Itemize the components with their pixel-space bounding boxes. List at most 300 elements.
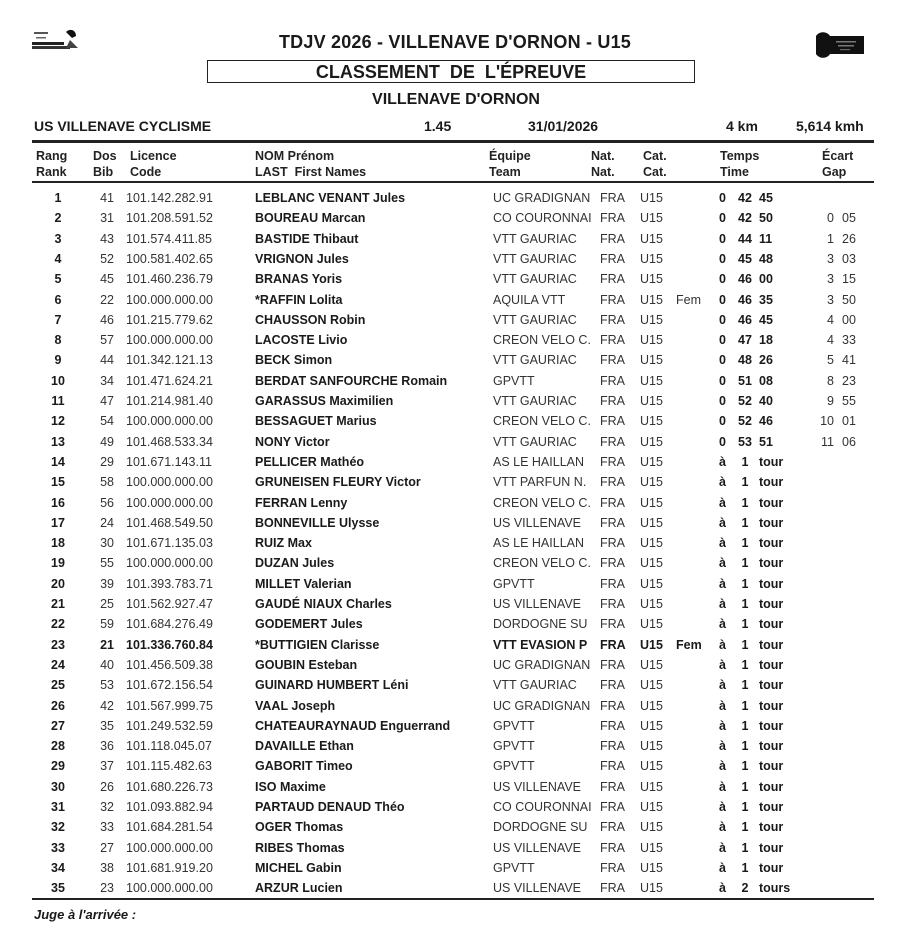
nat-cell: FRA [600, 657, 625, 672]
bib-cell: 40 [100, 657, 114, 672]
cat-cell: U15 [640, 394, 663, 408]
time-part-2: 1 [741, 739, 749, 754]
team-cell: VTT GAURIAC [493, 312, 577, 327]
time-part-1: 0 [719, 191, 726, 205]
time-part-1: à [719, 617, 726, 632]
licence-cell: 100.000.000.00 [126, 292, 213, 307]
rider-name-cell: ARZUR Lucien [255, 881, 343, 896]
licence-cell: 101.574.411.85 [126, 231, 212, 246]
nat-cell: FRA [600, 759, 625, 774]
result-row [0, 310, 900, 330]
time-part-3: 00 [759, 272, 773, 287]
cat-cell: U15 [640, 434, 663, 449]
team-cell: GPVTT [493, 576, 535, 591]
cat-cell: U15 [640, 779, 663, 794]
time-part-2: 1 [741, 617, 749, 632]
time-part-1: à [719, 678, 726, 693]
licence-cell: 100.000.000.00 [126, 414, 213, 429]
bib-cell: 41 [100, 191, 114, 205]
col-header-bib: Dos Bib [93, 149, 117, 179]
licence-cell: 101.093.882.94 [126, 800, 213, 814]
bib-cell: 33 [100, 820, 114, 835]
col-header-gap: Écart Gap [822, 149, 854, 179]
bib-cell: 42 [100, 698, 114, 713]
bib-cell: 24 [100, 515, 114, 530]
time-part-1: 0 [719, 231, 726, 246]
time-cell [719, 533, 784, 553]
result-row [0, 838, 900, 858]
gap-seconds-cell: 55 [842, 394, 856, 408]
time-part-3: 11 [759, 231, 773, 246]
time-part-1: à [719, 475, 726, 490]
gap-seconds-cell: 41 [842, 353, 856, 368]
bib-cell: 53 [100, 678, 114, 693]
result-row [0, 432, 900, 452]
time-part-1: à [719, 637, 726, 652]
nat-cell: FRA [600, 394, 625, 408]
team-cell: CREON VELO C. [493, 414, 591, 429]
col-header-time: Temps Time [720, 149, 760, 179]
cat-cell: U15 [640, 597, 663, 611]
nat-cell: FRA [600, 515, 625, 530]
cat-cell: U15 [640, 251, 663, 266]
licence-cell: 101.671.143.11 [126, 454, 212, 469]
result-row [0, 777, 900, 797]
licence-cell: 101.393.783.71 [126, 576, 213, 591]
nat-cell: FRA [600, 678, 625, 693]
time-part-1: à [719, 800, 726, 814]
cat-cell: U15 [640, 637, 663, 652]
time-cell [719, 411, 779, 431]
cat-cell: U15 [640, 657, 663, 672]
cat-cell: U15 [640, 333, 663, 348]
time-cell [719, 513, 784, 533]
team-cell: AS LE HAILLAN [493, 536, 585, 551]
bib-cell: 45 [100, 272, 114, 287]
time-part-2: 46 [738, 292, 752, 307]
time-part-2: 42 [738, 191, 752, 205]
bib-cell: 21 [100, 637, 114, 652]
team-cell: VTT GAURIAC [493, 394, 577, 408]
header-bottom-rule [32, 181, 874, 183]
time-part-2: 44 [738, 231, 752, 246]
team-cell: CO COURONNAI [493, 211, 592, 226]
rider-name-cell: GRUNEISEN FLEURY Victor [255, 475, 421, 490]
time-part-3: 45 [759, 312, 773, 327]
bib-cell: 39 [100, 576, 114, 591]
gap-seconds-cell: 00 [842, 312, 856, 327]
race-date: 31/01/2026 [528, 118, 599, 134]
nat-cell: FRA [600, 251, 625, 266]
rider-name-cell: GODEMERT Jules [255, 617, 363, 632]
licence-cell: 101.671.135.03 [126, 536, 213, 551]
time-part-2: 46 [738, 272, 752, 287]
bib-cell: 37 [100, 759, 114, 774]
sex-cell: Fem [676, 637, 702, 652]
licence-cell: 101.208.591.52 [126, 211, 213, 226]
time-cell [719, 817, 784, 837]
gap-minutes-cell: 1 [827, 231, 834, 246]
nat-cell: FRA [600, 536, 625, 551]
result-row [0, 493, 900, 513]
nat-cell: FRA [600, 576, 625, 591]
gap-seconds-cell: 03 [842, 251, 856, 266]
time-cell [719, 310, 779, 330]
rider-name-cell: FERRAN Lenny [255, 495, 348, 510]
nat-cell: FRA [600, 860, 625, 875]
team-cell: AS LE HAILLAN [493, 454, 585, 469]
time-part-1: 0 [719, 272, 726, 287]
cat-cell: U15 [640, 373, 663, 388]
time-part-3: tour [759, 739, 784, 754]
time-part-2: 52 [738, 394, 752, 408]
rank-cell: 24 [51, 657, 65, 672]
time-part-2: 52 [738, 414, 752, 429]
col-header-nat: Nat. Nat. [591, 149, 615, 179]
cat-cell: U15 [640, 454, 663, 469]
time-part-2: 1 [741, 597, 749, 611]
time-cell [719, 452, 784, 472]
time-cell [719, 350, 779, 370]
time-part-1: 0 [719, 333, 726, 348]
time-part-1: à [719, 739, 726, 754]
time-part-2: 1 [741, 657, 749, 672]
bib-cell: 25 [100, 597, 114, 611]
time-part-1: à [719, 820, 726, 835]
gap-minutes-cell: 5 [827, 353, 834, 368]
time-part-2: 48 [738, 353, 752, 368]
cat-cell: U15 [640, 678, 663, 693]
time-part-1: à [719, 718, 726, 733]
result-row [0, 188, 900, 208]
time-part-3: 26 [759, 353, 773, 368]
cat-cell: U15 [640, 556, 663, 571]
cat-cell: U15 [640, 495, 663, 510]
licence-cell: 101.672.156.54 [126, 678, 213, 693]
time-cell [719, 493, 784, 513]
time-part-3: tour [759, 718, 784, 733]
time-part-1: à [719, 495, 726, 510]
gap-minutes-cell: 3 [827, 251, 834, 266]
team-cell: VTT EVASION P [493, 637, 588, 652]
time-cell [719, 878, 791, 898]
time-part-2: 1 [741, 556, 749, 571]
time-part-3: tour [759, 779, 784, 794]
time-part-2: 1 [741, 840, 749, 855]
time-part-1: à [719, 860, 726, 875]
nat-cell: FRA [600, 312, 625, 327]
time-part-3: 48 [759, 251, 773, 266]
licence-cell: 101.456.509.38 [126, 657, 213, 672]
document-title: TDJV 2026 - VILLENAVE D'ORNON - U15 [278, 32, 632, 52]
result-row [0, 290, 900, 310]
licence-cell: 101.460.236.79 [126, 272, 213, 287]
time-cell [719, 635, 784, 655]
result-row [0, 594, 900, 614]
time-cell [719, 594, 784, 614]
team-cell: CREON VELO C. [493, 495, 591, 510]
time-part-1: à [719, 454, 726, 469]
rider-name-cell: LEBLANC VENANT Jules [255, 191, 406, 205]
rider-name-cell: GUINARD HUMBERT Léni [255, 678, 409, 693]
cat-cell: U15 [640, 292, 663, 307]
bib-cell: 27 [100, 840, 114, 855]
nat-cell: FRA [600, 292, 625, 307]
team-cell: GPVTT [493, 718, 535, 733]
nat-cell: FRA [600, 373, 625, 388]
rank-cell: 34 [51, 860, 65, 875]
time-part-3: tour [759, 820, 784, 835]
time-part-1: 0 [719, 373, 726, 388]
finish-judge-label: Juge à l'arrivée : [34, 907, 137, 922]
time-part-1: 0 [719, 414, 726, 429]
licence-cell: 101.562.927.47 [126, 597, 213, 611]
rider-name-cell: NONY Victor [255, 434, 330, 449]
result-row [0, 229, 900, 249]
time-cell [719, 838, 784, 858]
gap-minutes-cell: 8 [827, 373, 834, 388]
time-part-3: 45 [759, 191, 773, 205]
gap-seconds-cell: 06 [842, 434, 856, 449]
licence-cell: 101.118.045.07 [126, 739, 212, 754]
sex-cell: Fem [676, 292, 701, 307]
rider-name-cell: GAUDÉ NIAUX Charles [255, 597, 392, 611]
col-header-team: Équipe Team [489, 149, 531, 179]
team-cell: UC GRADIGNAN [493, 657, 591, 672]
time-cell [719, 290, 779, 310]
licence-cell: 101.249.532.59 [126, 718, 213, 733]
result-row [0, 249, 900, 269]
nat-cell: FRA [600, 231, 625, 246]
time-cell [719, 777, 784, 797]
gap-minutes-cell: 10 [820, 414, 834, 429]
rank-cell: 32 [51, 820, 65, 835]
time-part-1: à [719, 698, 726, 713]
time-cell [719, 756, 784, 776]
time-cell [719, 391, 779, 411]
gap-minutes-cell: 4 [827, 312, 834, 327]
rider-name-cell: LACOSTE Livio [255, 333, 348, 348]
rank-cell: 27 [51, 718, 65, 733]
rank-cell: 3 [54, 231, 62, 246]
bib-cell: 35 [100, 718, 114, 733]
time-part-3: tour [759, 637, 784, 652]
team-cell: AQUILA VTT [493, 292, 566, 307]
cat-cell: U15 [640, 800, 663, 814]
bib-cell: 29 [100, 454, 114, 469]
time-part-3: tour [759, 597, 784, 611]
header-top-rule [32, 140, 874, 143]
result-row [0, 614, 900, 634]
team-cell: US VILLENAVE [493, 597, 582, 611]
rider-name-cell: DAVAILLE Ethan [255, 739, 354, 754]
team-cell: VTT GAURIAC [493, 272, 577, 287]
result-row [0, 371, 900, 391]
gap-minutes-cell: 9 [827, 394, 834, 408]
team-cell: VTT GAURIAC [493, 434, 577, 449]
gap-seconds-cell: 01 [842, 414, 856, 429]
bib-cell: 46 [100, 312, 114, 327]
rider-name-cell: BOUREAU Marcan [255, 211, 366, 226]
nat-cell: FRA [600, 272, 625, 287]
bib-cell: 23 [100, 881, 114, 896]
bib-cell: 44 [100, 353, 114, 368]
licence-cell: 101.468.533.34 [126, 434, 213, 449]
col-header-cat: Cat. Cat. [643, 149, 667, 179]
team-cell: CO COURONNAI [493, 800, 592, 814]
nat-cell: FRA [600, 556, 625, 571]
result-row [0, 858, 900, 878]
team-cell: GPVTT [493, 759, 535, 774]
time-part-3: 18 [759, 333, 773, 348]
time-cell [719, 249, 779, 269]
nat-cell: FRA [600, 881, 625, 896]
time-part-2: 53 [738, 434, 752, 449]
time-part-2: 42 [738, 211, 752, 226]
licence-cell: 100.000.000.00 [126, 333, 213, 348]
time-cell [719, 229, 779, 249]
rider-name-cell: MICHEL Gabin [255, 860, 342, 875]
time-part-3: 35 [759, 292, 773, 307]
licence-cell: 100.000.000.00 [126, 840, 213, 855]
time-part-1: 0 [719, 394, 726, 408]
time-part-2: 1 [741, 678, 749, 693]
team-cell: CREON VELO C. [493, 556, 591, 571]
cat-cell: U15 [640, 617, 663, 632]
rank-cell: 30 [51, 779, 65, 794]
rider-name-cell: BONNEVILLE Ulysse [255, 515, 380, 530]
time-cell [719, 472, 784, 492]
licence-cell: 100.581.402.65 [126, 251, 213, 266]
time-part-1: à [719, 536, 726, 551]
event-location: VILLENAVE D'ORNON [372, 91, 540, 108]
bib-cell: 56 [100, 495, 114, 510]
result-row [0, 350, 900, 370]
time-part-1: 0 [719, 353, 726, 368]
cat-cell: U15 [640, 860, 663, 875]
time-part-2: 1 [741, 820, 749, 835]
licence-cell: 101.471.624.21 [126, 373, 213, 388]
time-part-2: 1 [741, 515, 749, 530]
bib-cell: 38 [100, 860, 114, 875]
team-cell: GPVTT [493, 373, 535, 388]
time-part-3: 46 [759, 414, 773, 429]
result-row [0, 635, 900, 655]
average-speed: 5,614 kmh [796, 118, 864, 134]
licence-cell: 101.680.226.73 [126, 779, 213, 794]
time-cell [719, 432, 779, 452]
cat-cell: U15 [640, 515, 663, 530]
licence-cell: 101.342.121.13 [126, 353, 213, 368]
time-cell [719, 858, 784, 878]
rank-cell: 12 [51, 414, 65, 429]
time-cell [719, 696, 784, 716]
time-cell [719, 675, 784, 695]
time-part-1: à [719, 556, 726, 571]
time-cell [719, 614, 784, 634]
nat-cell: FRA [600, 779, 625, 794]
cat-cell: U15 [640, 231, 663, 246]
nat-cell: FRA [600, 597, 625, 611]
team-cell: VTT GAURIAC [493, 231, 577, 246]
cat-cell: U15 [640, 353, 663, 368]
gap-seconds-cell: 15 [842, 272, 856, 287]
gap-minutes-cell: 0 [827, 211, 834, 226]
bib-cell: 43 [100, 231, 114, 246]
nat-cell: FRA [600, 211, 625, 226]
bib-cell: 54 [100, 414, 114, 429]
time-cell [719, 188, 779, 208]
rider-name-cell: BRANAS Yoris [255, 272, 343, 287]
time-part-1: à [719, 881, 726, 896]
rank-cell: 25 [51, 678, 65, 693]
rank-cell: 35 [51, 881, 65, 896]
time-part-3: tour [759, 657, 784, 672]
rank-cell: 26 [51, 698, 65, 713]
time-part-2: 1 [741, 576, 749, 591]
gap-seconds-cell: 50 [842, 292, 856, 307]
time-part-3: tour [759, 475, 784, 490]
time-part-2: 1 [741, 779, 749, 794]
result-row [0, 330, 900, 350]
rank-cell: 7 [54, 312, 62, 327]
result-row [0, 878, 900, 898]
ranking-title: CLASSEMENT DE L'ÉPREUVE [315, 62, 587, 82]
time-part-1: 0 [719, 434, 726, 449]
nat-cell: FRA [600, 637, 626, 652]
time-part-1: 0 [719, 251, 726, 266]
nat-cell: FRA [600, 840, 625, 855]
time-cell [719, 330, 779, 350]
time-part-2: 1 [741, 800, 749, 814]
team-cell: US VILLENAVE [493, 515, 582, 530]
nat-cell: FRA [600, 698, 625, 713]
bib-cell: 47 [100, 394, 114, 408]
time-part-2: 1 [741, 475, 749, 490]
nat-cell: FRA [600, 353, 625, 368]
col-header-name: NOM Prénom LAST First Names [255, 149, 367, 179]
rank-cell: 8 [54, 333, 62, 348]
rider-name-cell: DUZAN Jules [255, 556, 335, 571]
team-cell: DORDOGNE SU [493, 617, 588, 632]
licence-cell: 101.215.779.62 [126, 312, 213, 327]
time-part-2: 47 [738, 333, 752, 348]
col-header-rank: Rang Rank [36, 149, 68, 179]
rank-cell: 19 [51, 556, 65, 571]
gap-seconds-cell: 23 [842, 373, 856, 388]
nat-cell: FRA [600, 434, 625, 449]
gap-seconds-cell: 05 [842, 211, 856, 226]
licence-cell: 101.681.919.20 [126, 860, 213, 875]
result-row [0, 675, 900, 695]
time-cell [719, 371, 779, 391]
team-cell: DORDOGNE SU [493, 820, 588, 835]
team-cell: UC GRADIGNAN [493, 191, 591, 205]
time-part-3: tour [759, 698, 784, 713]
rider-name-cell: BECK Simon [255, 353, 333, 368]
time-part-1: à [719, 515, 726, 530]
rank-cell: 4 [54, 251, 62, 266]
time-part-3: tour [759, 860, 784, 875]
nat-cell: FRA [600, 495, 625, 510]
rank-cell: 21 [51, 597, 65, 611]
bib-cell: 31 [100, 211, 114, 226]
nat-cell: FRA [600, 414, 625, 429]
rider-name-cell: BERDAT SANFOURCHE Romain [255, 373, 448, 388]
licence-cell: 101.336.760.84 [126, 637, 213, 652]
cat-cell: U15 [640, 272, 663, 287]
time-part-2: 1 [741, 860, 749, 875]
